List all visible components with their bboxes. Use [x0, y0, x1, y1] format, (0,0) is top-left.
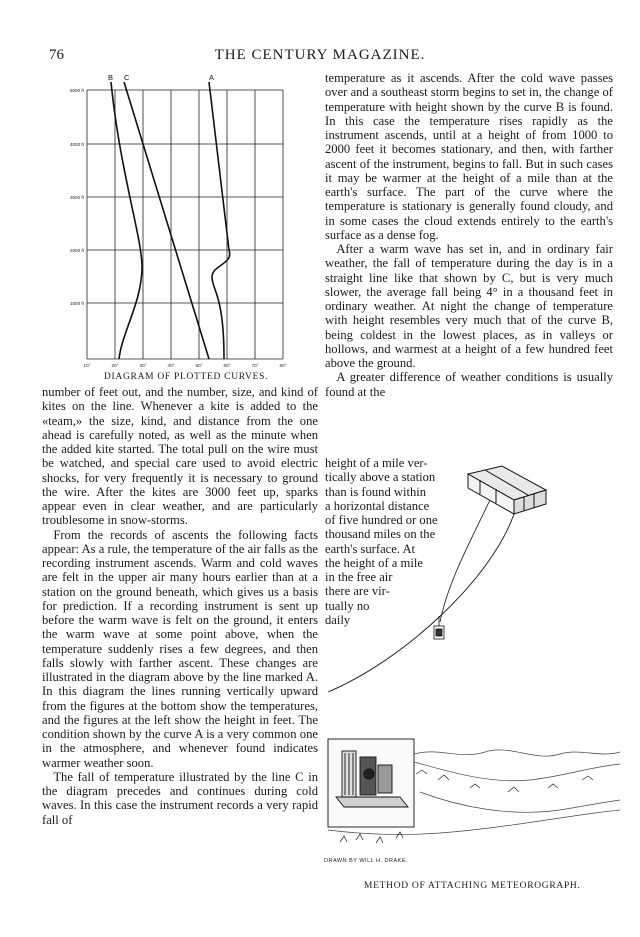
x-label-20: 20° — [111, 363, 119, 368]
right-column — [325, 71, 613, 399]
meteorograph-cord — [440, 500, 490, 622]
curve-label-b: B — [108, 73, 114, 82]
text-line: there are vir- — [325, 584, 390, 599]
text-line: tually no — [325, 598, 370, 613]
x-label-40: 40° — [167, 363, 175, 368]
text-line: than is found within — [325, 484, 427, 499]
running-title: THE CENTURY MAGAZINE. — [214, 47, 426, 63]
illustration-caption: METHOD OF ATTACHING METEOROGRAPH. — [364, 881, 581, 891]
y-label-1000: 1000 ft — [69, 301, 84, 306]
text-line: thousand miles on the — [325, 527, 436, 542]
paragraph: The fall of temperature illustrated by the line C in the diagram precedes and continues during cold waves. In this case the instrument records a very rapid fall of — [42, 769, 318, 827]
box-kite — [468, 466, 546, 514]
x-label-70: 70° — [251, 363, 259, 368]
kite-line — [328, 514, 514, 692]
curve-label-a: A — [209, 73, 215, 82]
paragraph: After a warm wave has set in, and in ordinary fair weather, the fall of temperature during the day is in a straight line like that shown by C, but is very much slower, the average fall being 4° in a thousand feet in ordinary weather. At night the change of temperature with height resembles very much that of the curve B, being coldest in the lowest places, as in valleys or hollows, and warmest at a height of a few hundred feet above the ground. — [325, 242, 613, 370]
y-label-4000: 4000 ft — [69, 142, 84, 147]
text-line: the height of a mile — [325, 555, 423, 570]
left-column — [42, 385, 318, 827]
meteorograph-illustration — [320, 462, 620, 867]
y-label-2000: 2000 ft — [69, 248, 84, 253]
text-line: daily — [325, 612, 351, 627]
text-line: a horizontal distance — [325, 498, 430, 513]
y-label-5000: 5000 ft — [69, 88, 84, 93]
plotted-curves-diagram — [62, 72, 312, 372]
text-line: height of a mile ver- — [325, 456, 428, 470]
text-line: earth's surface. At — [325, 541, 416, 556]
diagram-caption: DIAGRAM OF PLOTTED CURVES. — [104, 372, 269, 382]
x-label-60: 60° — [223, 363, 231, 368]
curve-c — [124, 82, 209, 359]
paragraph: number of feet out, and the number, size, and kind of kites on the line. Whenever a kite is added to the «team,» the size, kind, and distance from the one ahead is carefully noted, as well as the minute when the added kite started. The total pull on the wire must be watched, and special care used to avoid electric shocks, for very frequently it is necessary to ground the wire. After the kites are 3000 feet up, sparks appear even in clear weather, and are particularly troublesome in snow-storms. — [42, 385, 318, 528]
hanging-meteorograph — [434, 616, 444, 639]
paragraph: A greater difference of weather conditions is usually found at the — [325, 370, 613, 399]
illustrator-credit: DRAWN BY WILL H. DRAKE. — [324, 858, 409, 864]
text-line: of five hundred or one — [325, 513, 438, 527]
text-line: tically above a station — [325, 470, 436, 485]
curve-label-c: C — [124, 73, 130, 82]
x-label-30: 30° — [139, 363, 147, 368]
paragraph: temperature as it ascends. After the cold wave passes over and a southeast storm begins to set in, the change of temperature with height shown by the curve B is found. In this case the temperature rises rapidly as the instrument ascends, until at a height of from 1000 to 2000 feet it becomes stationary, and then, with farther ascent of the instrument, begins to fall. But in such cases it may be warmer at the height of a mile than at the earth's surface. The part of the curve where the temperature is stationary is generally found cloudy, and in some cases the cloud extends entirely to the earth's surface as a dense fog. — [325, 71, 613, 242]
x-label-80: 80° — [279, 363, 287, 368]
instrument-inset — [328, 739, 414, 827]
page-number: 76 — [49, 47, 64, 63]
diagram-grid — [87, 90, 283, 359]
x-label-10: 10° — [83, 363, 91, 368]
y-label-3000: 3000 ft — [69, 195, 84, 200]
text-line: in the free air — [325, 570, 393, 584]
paragraph: From the records of ascents the following facts appear: As a rule, the temperature of the air falls as the recording instrument ascends. Warm and cold waves are felt in the upper air many hours earlier than at a station on the ground beneath, which gives us a basis for prediction. If a recording instrument is sent up before the warm wave is felt on the ground, it enters the warm wave at some point above, when the temperature suddenly rises a few degrees, and then falls slowly with farther ascent. These changes are illustrated in the diagram above by the line marked A. In this diagram the lines running vertically upward from the figures at the bottom show the temperatures, and the figures at the left show the height in feet. The condition shown by the curve A is a very common one in the atmosphere, and whenever found indicates warmer weather soon. — [42, 527, 318, 770]
x-label-50: 50° — [195, 363, 203, 368]
